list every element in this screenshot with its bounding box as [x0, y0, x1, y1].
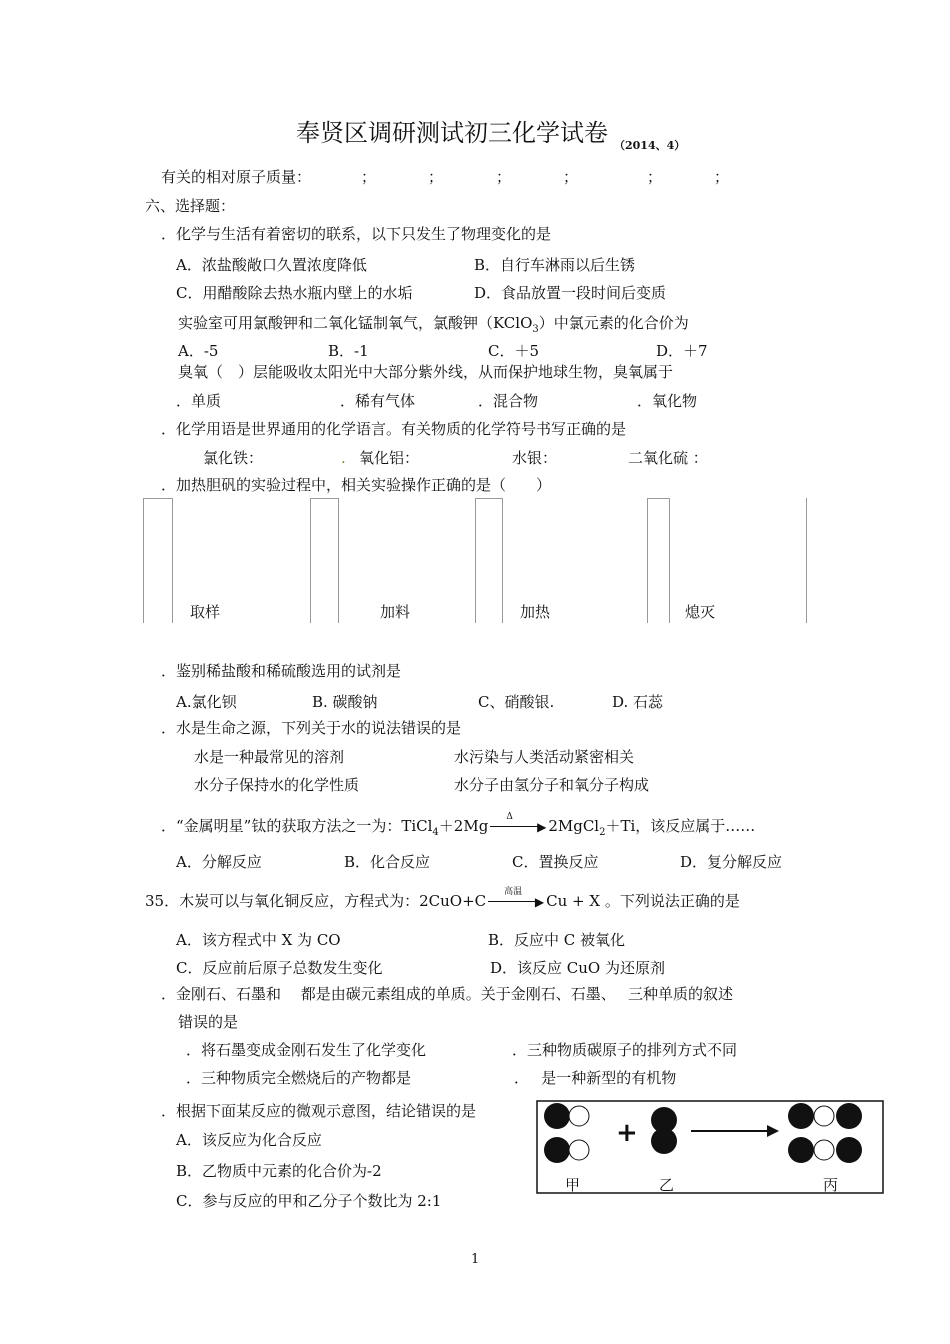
q7-option-c: 水分子保持水的化学性质: [194, 776, 360, 794]
op-label-heat: 加热: [520, 603, 551, 621]
q1-option-b: B．自行车淋雨以后生锈: [474, 256, 636, 274]
q3-option-c: ．混合物: [478, 392, 539, 410]
q9-option-c: C．反应前后原子总数发生变化: [176, 959, 383, 977]
label-bing: 丙: [823, 1176, 839, 1194]
box-top-edge: [144, 498, 172, 499]
q2-option-c: C．＋5: [488, 342, 540, 360]
q7-option-a: 水是一种最常见的溶剂: [194, 748, 345, 766]
q8-option-b: B．化合反应: [344, 853, 431, 871]
q9-stem-before: 35．木炭可以与氧化铜反应，方程式为：2CuO+C: [145, 892, 487, 910]
q8-sub-1: 4: [432, 827, 439, 838]
q8-product-2: ＋Ti，该反应属于……: [605, 817, 756, 835]
q9-stem-after: Cu + X 。下列说法正确的是: [546, 892, 740, 910]
q8-stem: [161, 812, 756, 842]
q2-option-b: B．-1: [328, 342, 369, 360]
q3-option-b: ．稀有气体: [340, 392, 416, 410]
box-divider: [502, 498, 503, 623]
label-yi: 乙: [659, 1176, 675, 1194]
section-heading: 六、选择题：: [145, 197, 236, 215]
q8-product-1: 2MgCl: [548, 817, 600, 835]
q6-option-d: D. 石蕊: [612, 693, 664, 711]
op-label-sample: 取样: [190, 603, 221, 621]
q7-option-d: 水分子由氢分子和氧分子构成: [454, 776, 650, 794]
q11-option-c: C．参与反应的甲和乙分子个数比为 2:1: [176, 1192, 442, 1210]
q11-option-a: A．该反应为化合反应: [176, 1131, 322, 1149]
q2-option-a: A．-5: [178, 342, 219, 360]
q11-stem: ．根据下面某反应的微观示意图，结论错误的是: [161, 1102, 477, 1120]
q7-stem: ．水是生命之源，下列关于水的说法错误的是: [161, 719, 462, 737]
q5-stem: ．加热胆矾的实验过程中，相关实验操作正确的是（ ）: [161, 476, 552, 494]
q10-option-c: ．三种物质完全燃烧后的产物都是: [186, 1069, 412, 1087]
q8-stem-mid: ＋2Mg: [438, 817, 489, 835]
q8-option-d: D．复分解反应: [680, 853, 783, 871]
plus-sign: +: [616, 1118, 638, 1148]
q4-stem: ．化学用语是世界通用的化学语言。有关物质的化学符号书写正确的是: [161, 420, 627, 438]
q1-stem: ．化学与生活有着密切的联系，以下只发生了物理变化的是: [161, 225, 552, 243]
q2-stem-after: ）中氯元素的化合价为: [538, 314, 689, 332]
separator-2: ；: [428, 168, 444, 186]
atomic-mass-line: 有关的相对原子质量：: [161, 168, 312, 186]
q2-subscript: 3: [532, 324, 539, 335]
q9-option-d: D．该反应 CuO 为还原剂: [490, 959, 665, 977]
micro-reaction-diagram: [533, 1098, 885, 1196]
q6-option-b: B. 碳酸钠: [312, 693, 378, 711]
page-title: [296, 118, 685, 161]
product-molecule: [788, 1103, 862, 1129]
box-divider: [647, 498, 648, 623]
arrow-condition: Δ: [506, 812, 513, 822]
q10-option-b: ．三种物质碳原子的排列方式不同: [512, 1041, 738, 1059]
q4-option-d: 二氧化硫 ：: [628, 449, 708, 467]
q3-stem: 臭氧（ ）层能吸收太阳光中大部分紫外线，从而保护地球生物，臭氧属于: [178, 363, 674, 381]
q8-option-c: C．置换反应: [512, 853, 599, 871]
q2-stem-before: 实验室可用氯酸钾和二氧化锰制氧气，氯酸钾（KClO: [178, 314, 533, 332]
q4-dot: .: [341, 449, 346, 467]
box-divider: [172, 498, 173, 623]
q9-stem: [145, 887, 740, 911]
separator-4: ；: [563, 168, 579, 186]
box-divider: [310, 498, 311, 623]
q6-option-a: A.氯化钡: [176, 693, 237, 711]
q8-sub-2: 2: [599, 827, 606, 838]
q3-option-d: ．氧化物: [637, 392, 698, 410]
page-number: 1: [471, 1252, 480, 1267]
exam-date: （2014、4）: [614, 139, 686, 152]
q11-option-b: B．乙物质中元素的化合价为-2: [176, 1162, 382, 1180]
box-divider: [475, 498, 476, 623]
op-label-add: 加料: [380, 603, 411, 621]
q4-option-a: 氯化铁：: [203, 449, 264, 467]
q2-stem: [178, 314, 689, 339]
q8-stem-before: ．“金属明星”钛的获取方法之一为：TiCl: [161, 817, 433, 835]
q6-stem: ．鉴别稀盐酸和稀硫酸选用的试剂是: [161, 662, 402, 680]
q4-option-c: 水银：: [512, 449, 558, 467]
box-divider: [669, 498, 670, 623]
q4-option-b: 氧化铝：: [359, 449, 420, 467]
q1-option-d: D．食品放置一段时间后变质: [474, 284, 667, 302]
q1-option-a: A．浓盐酸敞口久置浓度降低: [176, 256, 367, 274]
q10-option-d: ． 是一种新型的有机物: [514, 1069, 677, 1087]
q10-stem-2: 错误的是: [178, 1013, 239, 1031]
separator-3: ；: [496, 168, 512, 186]
reaction-arrow: 高温 ▶: [488, 893, 544, 911]
box-divider: [338, 498, 339, 623]
separator-5: ；: [647, 168, 663, 186]
op-label-extinguish: 熄灭: [685, 603, 716, 621]
exam-title: 奉贤区调研测试初三化学试卷: [296, 119, 608, 147]
box-top-edge: [647, 498, 669, 499]
q7-option-b: 水污染与人类活动紧密相关: [454, 748, 635, 766]
q3-option-a: ．单质: [176, 392, 222, 410]
q1-option-c: C．用醋酸除去热水瓶内壁上的水垢: [176, 284, 413, 302]
q6-option-c: C、硝酸银.: [478, 693, 555, 711]
box-top-edge: [475, 498, 502, 499]
product-molecule: [788, 1137, 862, 1163]
reaction-arrow: Δ ▶: [490, 818, 546, 836]
q9-option-a: A．该方程式中 X 为 CO: [176, 931, 341, 949]
q10-option-a: ．将石墨变成金刚石发生了化学变化: [186, 1041, 427, 1059]
separator-1: ；: [361, 168, 377, 186]
label-jia: 甲: [565, 1176, 581, 1194]
box-top-edge: [310, 498, 338, 499]
q10-stem: ．金刚石、石墨和 都是由碳元素组成的单质。关于金刚石、石墨、 三种单质的叙述: [161, 985, 734, 1003]
separator-6: ；: [714, 168, 730, 186]
q8-option-a: A．分解反应: [176, 853, 262, 871]
q9-option-b: B．反应中 C 被氧化: [488, 931, 626, 949]
q2-option-d: D．＋7: [656, 342, 708, 360]
arrow-condition: 高温: [504, 887, 523, 897]
